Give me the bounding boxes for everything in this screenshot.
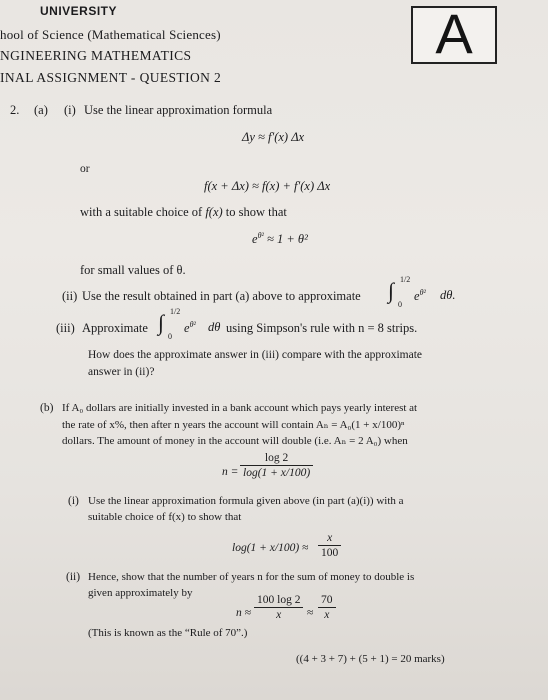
part-b-line-3: dollars. The amount of money in the account will double (i.e. Aₙ = 2 A₀) when <box>62 435 408 447</box>
integral-lower: 0 <box>398 300 402 309</box>
with-choice-line <box>80 205 287 220</box>
part-b-ii-line-1: Hence, show that the number of years n for the sum of money to double is <box>88 571 415 583</box>
integral-sign: ∫ <box>388 278 395 303</box>
result-sup: θ² <box>257 231 264 240</box>
n-equals: n = <box>222 466 239 478</box>
sub-ii-label: (ii) <box>62 289 78 303</box>
logo-letter-a: A <box>435 2 473 65</box>
integral-iii-lower: 0 <box>168 332 172 341</box>
sub-iii-label: (iii) <box>56 321 75 335</box>
integral-sign-iii: ∫ <box>158 310 165 335</box>
rule-numerator: 100 log 2 <box>254 594 303 608</box>
part-ii-text: Use the result obtained in part (a) above to approximate <box>82 289 361 303</box>
with-choice-prefix: with a suitable choice of <box>80 205 203 219</box>
result-lhs: e <box>252 232 258 247</box>
rule-70-fraction <box>318 594 336 621</box>
formula-f: f(x + Δx) ≈ f(x) + f′(x) Δx <box>204 179 331 193</box>
part-iii-suffix: using Simpson's rule with n = 8 strips. <box>226 321 418 335</box>
double-time-fraction <box>240 452 313 479</box>
integral-iii-upper: 1/2 <box>170 307 181 316</box>
part-b-sub-ii-label: (ii) <box>66 571 81 583</box>
compare-line-1: How does the approximate answer in (iii) compare with the approximate <box>88 349 423 361</box>
marks-total: ((4 + 3 + 7) + (5 + 1) = 20 marks) <box>296 653 445 665</box>
or-word: or <box>80 163 90 175</box>
formula-delta: Δy ≈ f′(x) Δx <box>242 130 305 144</box>
course-title: NGINEERING MATHEMATICS <box>0 48 192 63</box>
rule-fraction <box>254 594 303 621</box>
fraction-denominator: log(1 + x/100) <box>243 467 311 479</box>
university-title: UNIVERSITY <box>40 4 118 18</box>
integrand: $e^{\theta^2}$ <box>414 288 426 304</box>
question-number: 2. <box>10 103 20 117</box>
assignment-title: INAL ASSIGNMENT - QUESTION 2 <box>0 70 222 85</box>
integrand-iii: $e^{\theta^2}$ <box>184 320 196 336</box>
n-approx: n ≈ <box>236 607 251 619</box>
part-b-i-line-1: Use the linear approximation formula given above (in part (a)(i)) with a <box>88 495 404 507</box>
result-rhs: ≈ 1 + θ² <box>267 232 308 247</box>
integral-iii <box>158 307 221 341</box>
part-b-line-1: If A₀ dollars are initially invested in a bank account which pays yearly interest at <box>62 402 418 414</box>
rule-70-denominator: x <box>324 609 330 621</box>
log-approx-lhs: log(1 + x/100) ≈ <box>232 542 309 554</box>
d-theta: dθ. <box>440 288 456 302</box>
part-b-ii-line-2: given approximately by <box>88 587 193 599</box>
part-b-line-2: the rate of x%, then after n years the account will contain Aₙ = A₀(1 + x/100)ⁿ <box>62 419 405 431</box>
rule-70-numerator: 70 <box>318 594 336 608</box>
part-b-i-line-2: suitable choice of f(x) to show that <box>88 511 242 523</box>
rule-approx-sign: ≈ <box>307 607 314 619</box>
small-values-text: for small values of θ. <box>80 263 186 277</box>
with-choice-fx: f(x) <box>205 205 223 219</box>
part-a-label: (a) <box>34 103 48 117</box>
d-theta-iii: dθ <box>208 320 221 334</box>
log-approx-fraction <box>318 532 341 559</box>
university-logo <box>411 2 497 65</box>
compare-line-2: answer in (ii)? <box>88 366 155 378</box>
sub-i-label: (i) <box>64 103 76 117</box>
integral-upper: 1/2 <box>400 275 411 284</box>
fraction-numerator: log 2 <box>240 452 313 466</box>
part-b-sub-i-label: (i) <box>68 495 79 507</box>
rule-of-70-note: (This is known as the “Rule of 70”.) <box>88 627 248 639</box>
part-b-label: (b) <box>40 402 54 414</box>
part-iii-prefix: Approximate <box>82 321 148 335</box>
result-formula <box>252 231 308 247</box>
school-name: hool of Science (Mathematical Sciences) <box>0 27 221 42</box>
with-choice-suffix: to show that <box>225 205 287 219</box>
integral-ii <box>388 275 456 309</box>
log-approx-numerator: x <box>318 532 341 546</box>
part-a-intro: Use the linear approximation formula <box>84 103 273 117</box>
rule-denominator: x <box>276 609 282 621</box>
log-approx-denominator: 100 <box>321 547 339 559</box>
